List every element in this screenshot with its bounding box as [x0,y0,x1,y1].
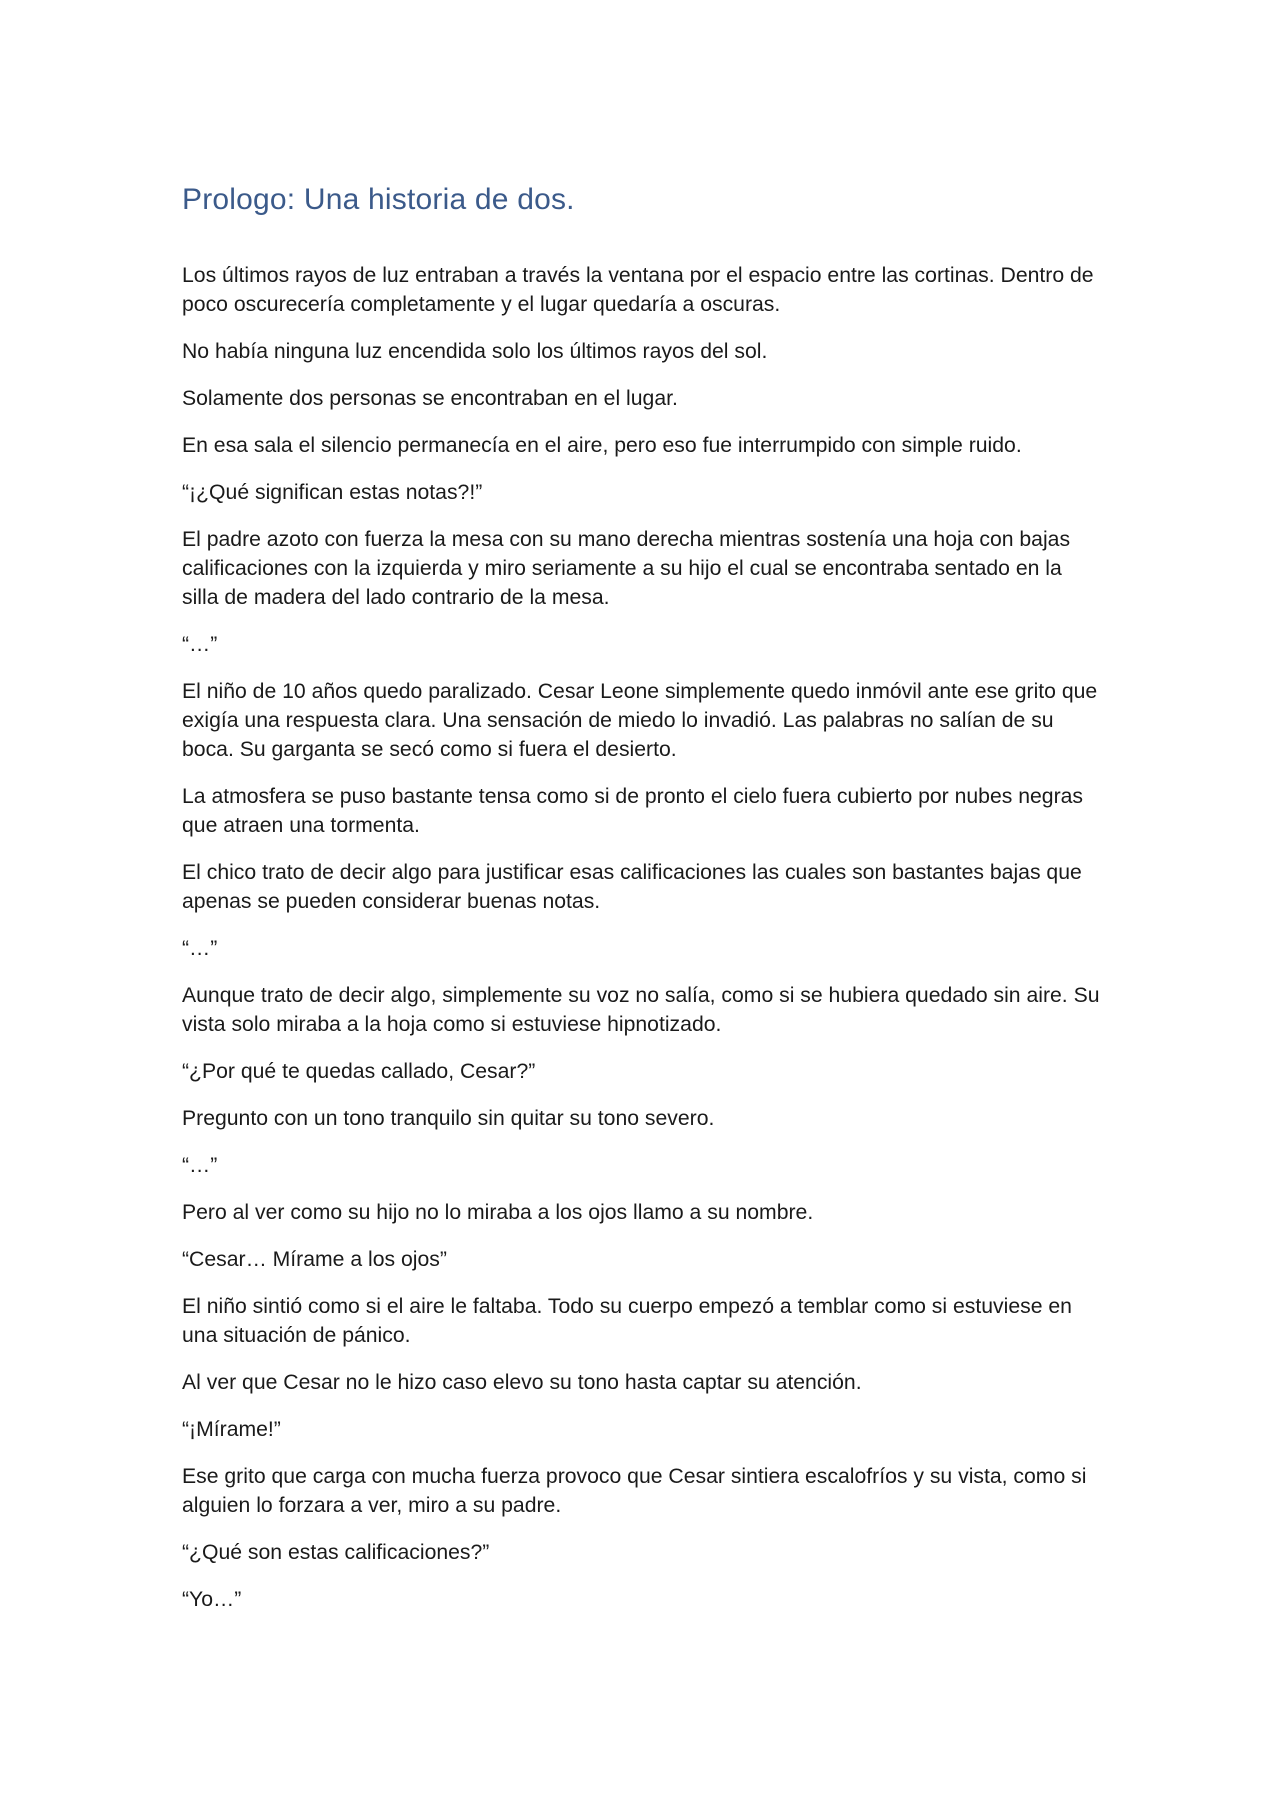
dialogue-line: “¡Mírame!” [182,1418,281,1441]
paragraph: El chico trato de decir algo para justificar esas calificaciones las cuales son bastantes bajas que apenas se pueden considerar buenas notas. [182,861,1082,913]
paragraph: No había ninguna luz encendida solo los últimos rayos del sol. [182,340,768,363]
paragraph: El niño sintió como si el aire le faltaba. Todo su cuerpo empezó a temblar como si estuviese en una situación de pánico. [182,1295,1072,1347]
paragraph: El niño de 10 años quedo paralizado. Cesar Leone simplemente quedo inmóvil ante ese grito que exigía una respuesta clara. Una sensación de miedo lo invadió. Las palabras no salían de su boca. Su garganta se secó como si fuera el desierto. [182,680,1098,761]
paragraph: Aunque trato de decir algo, simplemente su voz no salía, como si se hubiera quedado sin aire. Su vista solo miraba a la hoja como si estuviese hipnotizado. [182,984,1100,1036]
paragraph: La atmosfera se puso bastante tensa como si de pronto el cielo fuera cubierto por nubes negras que atraen una tormenta. [182,785,1084,837]
paragraph: Al ver que Cesar no le hizo caso elevo su tono hasta captar su atención. [182,1371,862,1394]
paragraph: Los últimos rayos de luz entraban a través la ventana por el espacio entre las cortinas. Dentro de poco oscurecería completamente y el lugar quedaría a oscuras. [182,264,1094,316]
paragraph: Solamente dos personas se encontraban en el lugar. [182,387,678,410]
paragraph: El padre azoto con fuerza la mesa con su mano derecha mientras sostenía una hoja con bajas calificaciones con la izquierda y miro seriamente a su hijo el cual se encontraba sentado en la silla de madera del lado contrario de la mesa. [182,528,1071,609]
paragraph: Ese grito que carga con mucha fuerza provoco que Cesar sintiera escalofríos y su vista, como si alguien lo forzara a ver, miro a su padre. [182,1465,1087,1517]
dialogue-line: “Cesar… Mírame a los ojos” [182,1248,447,1271]
dialogue-line: “Yo…” [182,1588,242,1611]
document-body [182,180,1102,1632]
paragraph: En esa sala el silencio permanecía en el aire, pero eso fue interrumpido con simple ruido. [182,434,1022,457]
paragraph: Pregunto con un tono tranquilo sin quitar su tono severo. [182,1107,715,1130]
dialogue-line: “¡¿Qué significan estas notas?!” [182,481,483,504]
dialogue-line: “…” [182,937,218,960]
chapter-title: Prologo: Una historia de dos. [182,183,575,216]
dialogue-line: “¿Por qué te quedas callado, Cesar?” [182,1060,536,1083]
paragraph: Pero al ver como su hijo no lo miraba a los ojos llamo a su nombre. [182,1201,814,1224]
dialogue-line: “…” [182,1154,218,1177]
dialogue-line: “¿Qué son estas calificaciones?” [182,1541,490,1564]
dialogue-line: “…” [182,633,218,656]
